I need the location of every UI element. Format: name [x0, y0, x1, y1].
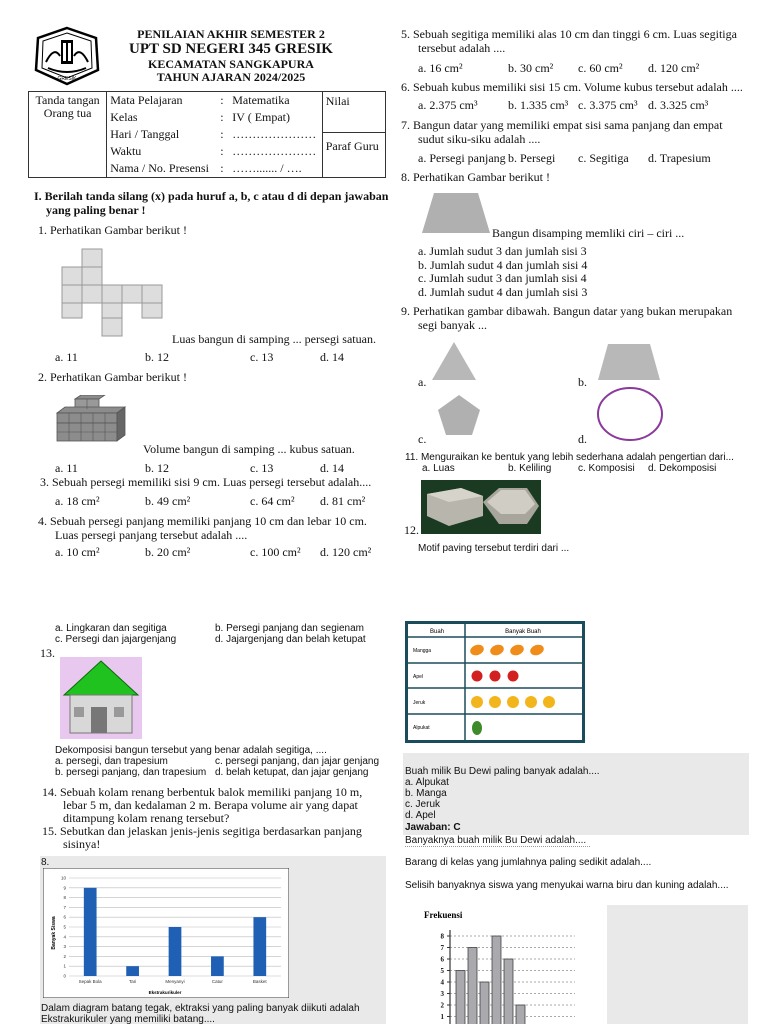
- question-6: 6. Sebuah kubus memiliki sisi 15 cm. Volume kubus tersebut adalah ....: [401, 80, 743, 94]
- q1-text: Luas bangun di samping ... persegi satuan.: [172, 332, 376, 346]
- option[interactable]: d. 120 cm²: [648, 61, 700, 75]
- option[interactable]: b. 49 cm²: [145, 494, 191, 508]
- teacher-initial-cell: Paraf Guru: [325, 139, 379, 153]
- option[interactable]: b. persegi panjang, dan trapesium: [55, 767, 207, 778]
- chart-caption-1: Dalam diagram batang tegak, ektraksi yang paling banyak diikuti adalah: [41, 1003, 360, 1014]
- info-value: Matematika: [232, 93, 290, 107]
- bar: [492, 936, 501, 1024]
- bar: [468, 948, 477, 1025]
- question-12: 12.: [404, 523, 419, 537]
- info-value: …………………: [232, 127, 317, 141]
- question-banyak: Banyaknya buah milik Bu Dewi adalah....: [405, 835, 587, 846]
- option[interactable]: a. Jumlah sudut 3 dan jumlah sisi 3: [418, 244, 587, 258]
- option[interactable]: c. Persegi dan jajargenjang: [55, 634, 177, 645]
- question-15: 15. Sebutkan dan jelaskan jenis-jenis segitiga berdasarkan panjang: [42, 824, 362, 838]
- info-label: Waktu: [110, 144, 142, 158]
- option[interactable]: a. 18 cm²: [55, 494, 100, 508]
- bar: [211, 956, 224, 976]
- option-label[interactable]: a.: [418, 375, 427, 389]
- question-selisih: Selisih banyaknya siswa yang menyukai warna biru dan kuning adalah....: [405, 880, 729, 891]
- question-8b: 8.: [41, 857, 50, 868]
- question-9-cont: segi banyak ...: [418, 318, 487, 332]
- option[interactable]: c. 13: [250, 350, 274, 364]
- score-cell: Nilai: [323, 92, 385, 133]
- fruit-pictograph: [405, 621, 585, 743]
- question-8: 8. Perhatikan Gambar berikut !: [401, 170, 550, 184]
- option[interactable]: a. 16 cm²: [418, 61, 463, 75]
- question-buah: Buah milik Bu Dewi paling banyak adalah....: [405, 766, 600, 777]
- question-13: 13.: [40, 646, 55, 660]
- question-2: 2. Perhatikan Gambar berikut !: [38, 370, 187, 384]
- option[interactable]: b. Persegi panjang dan segienam: [215, 623, 364, 634]
- fruit-name: Apel: [413, 674, 424, 680]
- option[interactable]: a. 10 cm²: [55, 545, 100, 559]
- bar: [169, 927, 182, 976]
- y-tick-label: 7: [440, 944, 444, 952]
- fruit-name: Jeruk: [413, 700, 426, 706]
- option[interactable]: c. Jumlah sudut 3 dan jumlah sisi 4: [418, 271, 587, 285]
- info-value: ……....... / ….: [232, 161, 302, 175]
- bar: [253, 917, 266, 976]
- apple-icons: [472, 671, 519, 682]
- bar: [480, 982, 489, 1024]
- question-11: 11. Menguraikan ke bentuk yang lebih sederhana adalah pengertian dari...: [405, 452, 734, 463]
- chart-title: Frekuensi: [424, 910, 463, 920]
- table-header: Banyak Buah: [505, 629, 541, 635]
- y-tick-label: 1: [440, 1013, 444, 1021]
- option[interactable]: d. 120 cm²: [320, 545, 372, 559]
- header-line3: KECAMATAN SANGKAPURA: [148, 57, 314, 71]
- y-tick-label: 7: [63, 904, 66, 910]
- y-tick-label: 8: [440, 932, 444, 941]
- option[interactable]: d. Jumlah sudut 4 dan jumlah sisi 3: [418, 284, 588, 299]
- y-tick-label: 6: [63, 914, 66, 920]
- avocado-icon: [472, 721, 482, 735]
- option[interactable]: c. 3.375 cm³: [578, 98, 638, 112]
- option[interactable]: d. Dekomposisi: [648, 463, 717, 474]
- option[interactable]: c. 64 cm²: [250, 494, 295, 508]
- option[interactable]: c. 13: [250, 461, 274, 475]
- option[interactable]: b. Manga: [405, 788, 447, 799]
- question-14: 14. Sebuah kolam renang berbentuk balok memiliki panjang 10 m,: [42, 785, 363, 799]
- question-3: 3. Sebuah persegi memiliki sisi 9 cm. Luas persegi tersebut adalah....: [40, 475, 372, 489]
- bar: [504, 959, 513, 1024]
- question-1: 1. Perhatikan Gambar berikut !: [38, 223, 187, 237]
- option[interactable]: d. Trapesium: [648, 151, 711, 165]
- option[interactable]: d. 14: [320, 350, 344, 364]
- x-tick-label: Catur: [211, 979, 223, 984]
- option[interactable]: b. 30 cm²: [508, 61, 554, 75]
- option[interactable]: d. 3.325 cm³: [648, 98, 709, 112]
- option-label[interactable]: c.: [418, 432, 427, 446]
- question-9: 9. Perhatikan gambar dibawah. Bangun datar yang bukan merupakan: [401, 304, 733, 318]
- answer-key: Jawaban: C: [405, 822, 461, 833]
- question-14-cont2: ditampung kolam renang tersebut?: [63, 811, 230, 825]
- option[interactable]: a. 11: [55, 461, 78, 475]
- option[interactable]: a. Persegi panjang: [418, 151, 506, 165]
- y-tick-label: 8: [63, 895, 66, 901]
- divider: [405, 846, 590, 847]
- option[interactable]: b. Keliling: [508, 463, 552, 474]
- y-tick-label: 3: [440, 990, 444, 998]
- header-line4: TAHUN AJARAN 2024/2025: [156, 70, 306, 84]
- y-tick-label: 9: [63, 885, 66, 891]
- parent-signature-cell: Tanda tangan Orang tua: [29, 92, 107, 178]
- x-axis-label: Ekstrakurikuler: [148, 990, 182, 995]
- q13-text: Dekomposisi bangun tersebut yang benar adalah segitiga, ....: [55, 745, 327, 756]
- y-tick-label: 6: [440, 955, 444, 964]
- question-14-cont: lebar 5 m, dan kedalaman 2 m. Berapa volume air yang dapat: [63, 798, 358, 812]
- circle-shape: [596, 386, 666, 442]
- question-barang: Barang di kelas yang jumlahnya paling sedikit adalah....: [405, 857, 652, 868]
- question-5: 5. Sebuah segitiga memiliki alas 10 cm dan tinggi 6 cm. Luas segitiga: [401, 27, 737, 41]
- info-label: Kelas: [110, 110, 138, 124]
- x-tick-label: Tari: [128, 979, 137, 984]
- question-7-cont: sudut siku-siku adalah ....: [418, 132, 541, 146]
- info-value: IV ( Empat): [232, 110, 291, 124]
- q2-text: Volume bangun di samping ... kubus satuan.: [143, 442, 355, 456]
- option[interactable]: d. 14: [320, 461, 344, 475]
- option[interactable]: c. Segitiga: [578, 151, 629, 165]
- option[interactable]: c. Komposisi: [578, 463, 635, 474]
- option-label[interactable]: b.: [578, 375, 587, 389]
- y-tick-label: 2: [63, 953, 66, 959]
- bar: [84, 888, 97, 976]
- option[interactable]: c. 60 cm²: [578, 61, 623, 75]
- option[interactable]: c. 100 cm²: [250, 545, 301, 559]
- y-tick-label: 5: [440, 967, 444, 975]
- bar: [456, 971, 465, 1025]
- header-line1: PENILAIAN AKHIR SEMESTER 2: [137, 27, 325, 41]
- y-tick-label: 10: [60, 875, 66, 881]
- question-7: 7. Bangun datar yang memiliki empat sisi sama panjang dan empat: [401, 118, 723, 132]
- option[interactable]: a. 11: [55, 350, 78, 364]
- option[interactable]: b. 1.335 cm³: [508, 98, 569, 112]
- chart-caption-2: Ekstrakurikuler yang memiliki batang....: [41, 1014, 215, 1025]
- option[interactable]: a. Lingkaran dan segitiga: [55, 623, 167, 634]
- grey-block: [607, 905, 748, 1024]
- fruit-name: Mangga: [413, 648, 432, 654]
- trapezoid-figure: [420, 191, 492, 235]
- trapezoid-shape: [596, 342, 662, 382]
- bar: [126, 966, 139, 976]
- bar: [516, 1005, 525, 1024]
- question-4: 4. Sebuah persegi panjang memiliki panjang 10 cm dan lebar 10 cm.: [38, 514, 367, 528]
- option[interactable]: c. Jeruk: [405, 799, 441, 810]
- net-figure: [60, 246, 166, 338]
- y-tick-label: 1: [63, 963, 66, 969]
- y-tick-label: 0: [63, 973, 66, 979]
- option[interactable]: d. belah ketupat, dan jajar genjang: [215, 767, 369, 778]
- option[interactable]: b. Jumlah sudut 4 dan jumlah sisi 4: [418, 257, 588, 272]
- student-info-table: Tanda tangan Orang tua Mata Pelajaran : Matematika Kelas : IV ( Empat) Hari / Tanggal : ………………… Waktu : ………………… Nama / No. Presensi : ……....... / …. Nilai Paraf Guru: [28, 91, 386, 178]
- option[interactable]: b. 20 cm²: [145, 545, 191, 559]
- pentagon-shape: [436, 393, 482, 437]
- school-name: UPT SD NEGERI 345 GRESIK: [129, 41, 333, 57]
- instruction: I. Berilah tanda silang (x) pada huruf a, b, c atau d di depan jawaban yang paling benar !: [34, 189, 389, 217]
- option[interactable]: a. 2.375 cm³: [418, 98, 478, 112]
- question-15-cont: sisinya!: [63, 837, 101, 851]
- y-tick-label: 2: [440, 1001, 444, 1010]
- x-tick-label: Menyanyi: [165, 979, 185, 984]
- option[interactable]: d. Jajargenjang dan belah ketupat: [215, 634, 366, 645]
- bar-chart-ekstrakurikuler: [43, 868, 289, 998]
- table-header: Buah: [429, 629, 445, 635]
- y-tick-label: 3: [63, 944, 66, 950]
- x-tick-label: Basket: [252, 979, 267, 984]
- question-5-cont: tersebut adalah ....: [418, 41, 506, 55]
- option[interactable]: d. Apel: [405, 810, 436, 821]
- paving-image: [421, 480, 541, 534]
- info-label: Mata Pelajaran: [110, 93, 183, 107]
- option[interactable]: b. Persegi: [508, 151, 556, 165]
- info-label: Hari / Tanggal: [110, 127, 180, 141]
- info-label: Nama / No. Presensi: [110, 161, 209, 175]
- option[interactable]: c. persegi panjang, dan jajar genjang: [215, 756, 380, 767]
- q8-options: [418, 245, 587, 299]
- option[interactable]: b. 12: [145, 350, 169, 364]
- q12-text: Motif paving tersebut terdiri dari ...: [418, 543, 570, 554]
- y-axis-label: Banyak Siswa: [51, 916, 57, 950]
- x-tick-label: Sepak Bola: [78, 979, 102, 984]
- option[interactable]: a. persegi, dan trapesium: [55, 756, 168, 767]
- question-4-cont: Luas persegi panjang tersebut adalah ....: [55, 528, 248, 542]
- house-figure: [60, 657, 142, 739]
- option[interactable]: a. Alpukat: [405, 777, 449, 788]
- option[interactable]: a. Luas: [422, 463, 455, 474]
- y-tick-label: 4: [63, 934, 66, 940]
- option-label[interactable]: d.: [578, 432, 587, 446]
- option[interactable]: b. 12: [145, 461, 169, 475]
- school-logo: [34, 26, 100, 86]
- q8-text: Bangun disamping memliki ciri – ciri ...: [492, 226, 685, 240]
- triangle-shape: [430, 340, 478, 382]
- option[interactable]: d. 81 cm²: [320, 494, 366, 508]
- logo-text: GRESIK: [57, 76, 77, 82]
- y-tick-label: 4: [440, 978, 444, 987]
- cube-figure: [55, 395, 135, 443]
- fruit-name: Alpukat: [413, 725, 430, 731]
- frequency-chart: [420, 906, 580, 1024]
- y-tick-label: 5: [63, 924, 66, 930]
- info-value: …………………: [232, 144, 317, 158]
